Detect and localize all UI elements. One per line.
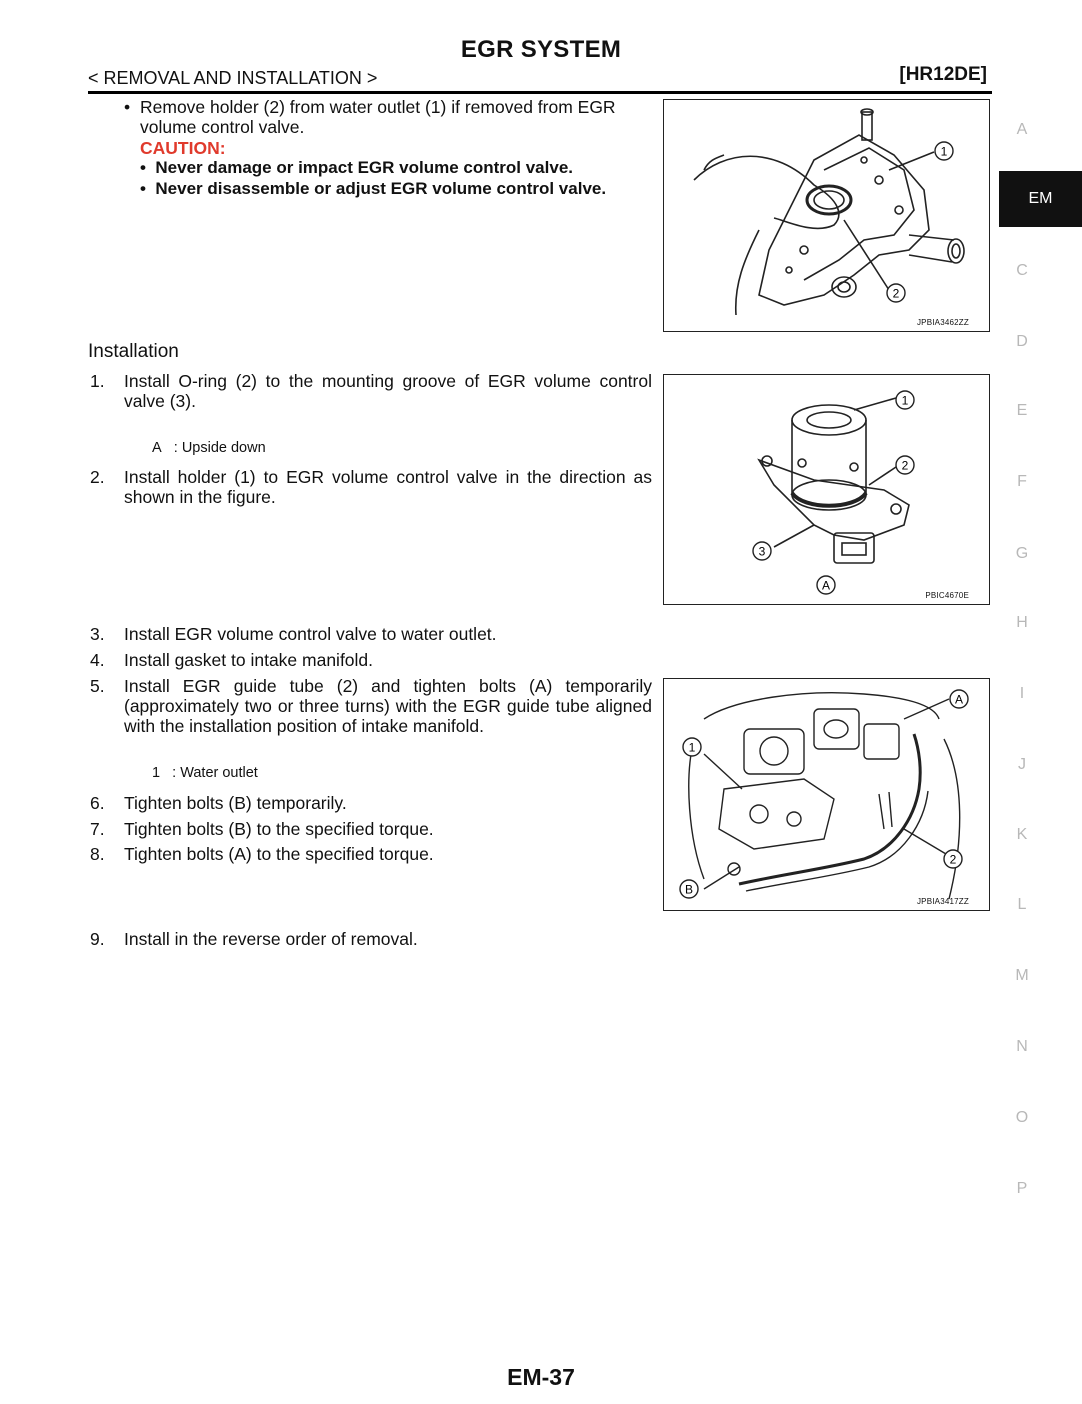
callout-label: 1 (940, 144, 948, 159)
callout-label: 2 (901, 458, 909, 473)
section-tab-em[interactable]: EM (999, 171, 1082, 227)
install-step (88, 467, 652, 507)
install-step (88, 929, 652, 949)
step-number: 7. (90, 819, 105, 839)
step-text: Install EGR guide tube (2) and tighten bolts (A) temporarily (approximately two or three turns) with the EGR guide tube aligned with the installation position of intake manifold. (124, 676, 652, 736)
callout-label: 2 (949, 852, 957, 867)
install-step (88, 650, 652, 670)
install-step (88, 676, 652, 736)
caution-label: CAUTION: (140, 138, 226, 158)
index-letter-l[interactable]: L (1017, 896, 1027, 913)
install-step (88, 844, 652, 864)
index-letter-d[interactable]: D (1016, 333, 1028, 350)
installation-heading: Installation (88, 341, 179, 362)
callout-label: A (954, 692, 964, 707)
step-number: 2. (90, 467, 105, 487)
index-letter-h[interactable]: H (1016, 614, 1028, 631)
removal-bullet-text: Remove holder (2) from water outlet (1) if removed from EGR volume control valve. (140, 97, 616, 137)
callout-label: 3 (758, 544, 766, 559)
step-number: 4. (90, 650, 105, 670)
index-letter-g[interactable]: G (1015, 545, 1029, 562)
index-letter-j[interactable]: J (1018, 756, 1026, 773)
step-number: 9. (90, 929, 105, 949)
callout-label: B (684, 882, 694, 897)
step-text: Install gasket to intake manifold. (124, 650, 374, 670)
step-number: 6. (90, 793, 105, 813)
install-step (88, 624, 652, 644)
step-number: 3. (90, 624, 105, 644)
page-number: EM-37 (507, 1364, 575, 1390)
caution-item-text: Never disassemble or adjust EGR volume control valve. (155, 179, 607, 198)
figure-code: PBIC4670E (925, 591, 969, 600)
step-text: Install O-ring (2) to the mounting groove of EGR volume control valve (3). (124, 371, 652, 411)
index-letter-c[interactable]: C (1016, 262, 1028, 279)
model-label: [HR12DE] (899, 64, 987, 85)
step-text: Tighten bolts (B) temporarily. (124, 793, 347, 813)
figure-egr-valve-oring (663, 374, 990, 605)
section-label: < REMOVAL AND INSTALLATION > (88, 68, 378, 88)
removal-bullet (124, 97, 654, 137)
index-letter-i[interactable]: I (1019, 685, 1025, 702)
callout-label: 1 (688, 740, 696, 755)
step-text: Tighten bolts (A) to the specified torque. (124, 844, 434, 864)
index-letter-p[interactable]: P (1016, 1180, 1028, 1197)
callout-label: 1 (901, 393, 909, 408)
figure-code: JPBIA3417ZZ (916, 897, 969, 906)
figure-egr-guide-tube (663, 678, 990, 911)
step-number: 5. (90, 676, 105, 696)
illustration-egr-valve (664, 375, 989, 604)
caution-item-text: Never damage or impact EGR volume control valve. (155, 158, 573, 177)
index-letter-a[interactable]: A (1016, 121, 1028, 138)
install-step (88, 793, 652, 813)
legend-water-outlet: 1 : Water outlet (152, 765, 258, 781)
index-letter-m[interactable]: M (1015, 967, 1029, 984)
figure-code: JPBIA3462ZZ (916, 318, 969, 327)
callout-label: A (821, 578, 831, 593)
caution-item: • Never damage or impact EGR volume control valve. (140, 158, 573, 177)
step-number: 8. (90, 844, 105, 864)
step-text: Install EGR volume control valve to water outlet. (124, 624, 497, 644)
step-number: 1. (90, 371, 105, 391)
legend-upside-down: A : Upside down (152, 440, 266, 456)
page-title: EGR SYSTEM (460, 36, 622, 63)
index-letter-e[interactable]: E (1016, 402, 1028, 419)
index-letter-n[interactable]: N (1016, 1038, 1028, 1055)
step-text: Install holder (1) to EGR volume control valve in the direction as shown in the figure. (124, 467, 652, 507)
install-step (88, 819, 652, 839)
index-letter-k[interactable]: K (1016, 826, 1028, 843)
index-letter-f[interactable]: F (1017, 473, 1027, 490)
index-letter-o[interactable]: O (1015, 1109, 1029, 1126)
step-text: Tighten bolts (B) to the specified torque. (124, 819, 434, 839)
illustration-water-outlet (664, 100, 989, 331)
step-text: Install in the reverse order of removal. (124, 929, 418, 949)
bullet-dot: • (124, 97, 131, 117)
install-step (88, 371, 652, 411)
header-rule (88, 91, 992, 94)
figure-water-outlet-holder (663, 99, 990, 332)
illustration-engine-manifold (664, 679, 989, 910)
callout-label: 2 (892, 286, 900, 301)
caution-item: • Never disassemble or adjust EGR volume control valve. (140, 179, 607, 198)
